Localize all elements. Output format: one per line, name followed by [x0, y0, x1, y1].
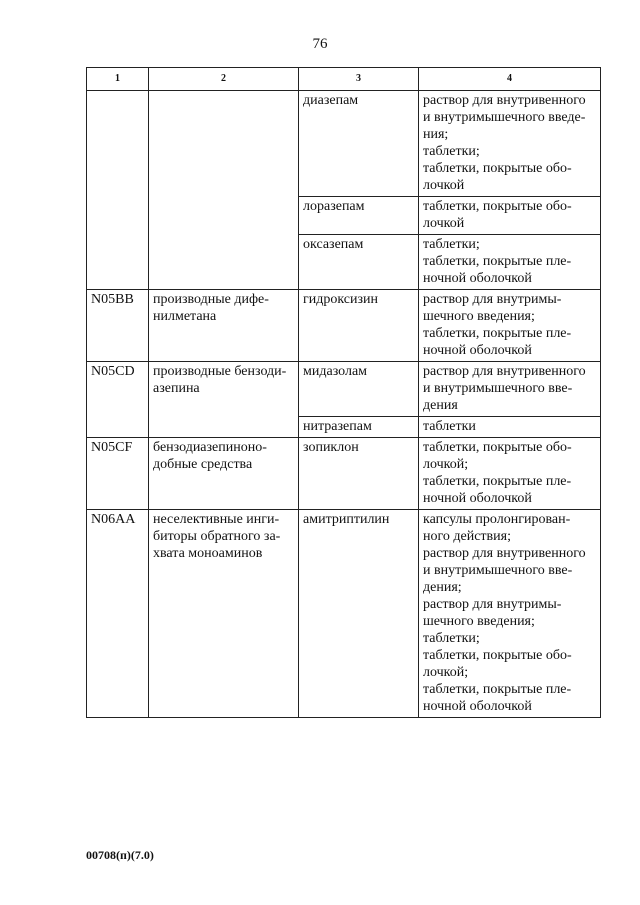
group-name-line: бензодиазепиноно-: [153, 440, 267, 455]
dosage-form-line: раствор для внутримы-: [423, 292, 562, 307]
dosage-form-line: дения: [423, 398, 458, 413]
drug-name-cell: гидроксизин: [299, 290, 419, 362]
dosage-form-line: таблетки, покрытые обо-: [423, 199, 572, 214]
dosage-form-cell: [419, 197, 601, 235]
page-number: 76: [312, 36, 328, 52]
dosage-form-line: раствор для внутривенного: [423, 93, 586, 108]
group-name-cell: [149, 91, 299, 290]
group-name-cell: [149, 510, 299, 718]
atc-code-cell: N05BB: [87, 290, 149, 362]
dosage-form-line: и внутримышечного введе-: [423, 110, 586, 125]
dosage-form-line: раствор для внутривенного: [423, 364, 586, 379]
column-header-4: 4: [419, 68, 601, 91]
table-row: [87, 438, 601, 510]
drug-name-cell: нитразепам: [299, 417, 419, 438]
dosage-form-line: дения;: [423, 580, 462, 595]
atc-code-cell: N05CF: [87, 438, 149, 510]
dosage-form-line: и внутримышечного вве-: [423, 563, 573, 578]
drug-table: [86, 67, 601, 718]
dosage-form-line: таблетки, покрытые обо-: [423, 648, 572, 663]
dosage-form-line: ночной оболочкой: [423, 343, 532, 358]
group-name-line: неселективные инги-: [153, 512, 280, 527]
table-row: [87, 290, 601, 362]
dosage-form-line: лочкой;: [423, 665, 469, 680]
dosage-form-cell: [419, 438, 601, 510]
table-row: [87, 362, 601, 417]
dosage-form-cell: [419, 91, 601, 197]
table-header-row: [87, 68, 601, 91]
dosage-form-line: шечного введения;: [423, 614, 535, 629]
dosage-form-cell: [419, 510, 601, 718]
dosage-form-line: лочкой: [423, 178, 465, 193]
dosage-form-line: и внутримышечного вве-: [423, 381, 573, 396]
dosage-form-line: раствор для внутримы-: [423, 597, 562, 612]
dosage-form-line: таблетки: [423, 419, 476, 434]
drug-name-cell: амитриптилин: [299, 510, 419, 718]
dosage-form-cell: [419, 290, 601, 362]
dosage-form-line: ночной оболочкой: [423, 271, 532, 286]
atc-code-cell: [87, 91, 149, 290]
dosage-form-line: таблетки, покрытые обо-: [423, 440, 572, 455]
dosage-form-line: ния;: [423, 127, 449, 142]
dosage-form-line: ного действия;: [423, 529, 511, 544]
table-row: [87, 510, 601, 718]
dosage-form-cell: [419, 417, 601, 438]
atc-code-cell: N05CD: [87, 362, 149, 438]
dosage-form-line: раствор для внутривенного: [423, 546, 586, 561]
drug-name-cell: диазепам: [299, 91, 419, 197]
drug-name-cell: зопиклон: [299, 438, 419, 510]
drug-name-cell: оксазепам: [299, 235, 419, 290]
group-name-line: биторы обратного за-: [153, 529, 281, 544]
dosage-form-line: таблетки, покрытые пле-: [423, 254, 572, 269]
dosage-form-cell: [419, 362, 601, 417]
dosage-form-line: таблетки, покрытые обо-: [423, 161, 572, 176]
dosage-form-line: ночной оболочкой: [423, 699, 532, 714]
dosage-form-cell: [419, 235, 601, 290]
dosage-form-line: лочкой: [423, 216, 465, 231]
column-header-3: 3: [299, 68, 419, 91]
group-name-cell: [149, 438, 299, 510]
group-name-line: нилметана: [153, 309, 217, 324]
atc-code-cell: N06AA: [87, 510, 149, 718]
drug-name-cell: мидазолам: [299, 362, 419, 417]
dosage-form-line: таблетки, покрытые пле-: [423, 474, 572, 489]
group-name-cell: [149, 362, 299, 438]
dosage-form-line: таблетки, покрытые пле-: [423, 326, 572, 341]
group-name-line: добные средства: [153, 457, 253, 472]
column-header-1: 1: [87, 68, 149, 91]
dosage-form-line: лочкой;: [423, 457, 469, 472]
drug-name-cell: лоразепам: [299, 197, 419, 235]
group-name-line: производные бензоди-: [153, 364, 287, 379]
dosage-form-line: таблетки, покрытые пле-: [423, 682, 572, 697]
document-code: 00708(п)(7.0): [86, 848, 154, 862]
dosage-form-line: таблетки;: [423, 237, 480, 252]
dosage-form-line: ночной оболочкой: [423, 491, 532, 506]
dosage-form-line: капсулы пролонгирован-: [423, 512, 571, 527]
group-name-line: хвата моноаминов: [153, 546, 263, 561]
dosage-form-line: шечного введения;: [423, 309, 535, 324]
column-header-2: 2: [149, 68, 299, 91]
table-row: [87, 91, 601, 197]
dosage-form-line: таблетки;: [423, 144, 480, 159]
group-name-line: азепина: [153, 381, 200, 396]
group-name-cell: [149, 290, 299, 362]
dosage-form-line: таблетки;: [423, 631, 480, 646]
group-name-line: производные дифе-: [153, 292, 269, 307]
